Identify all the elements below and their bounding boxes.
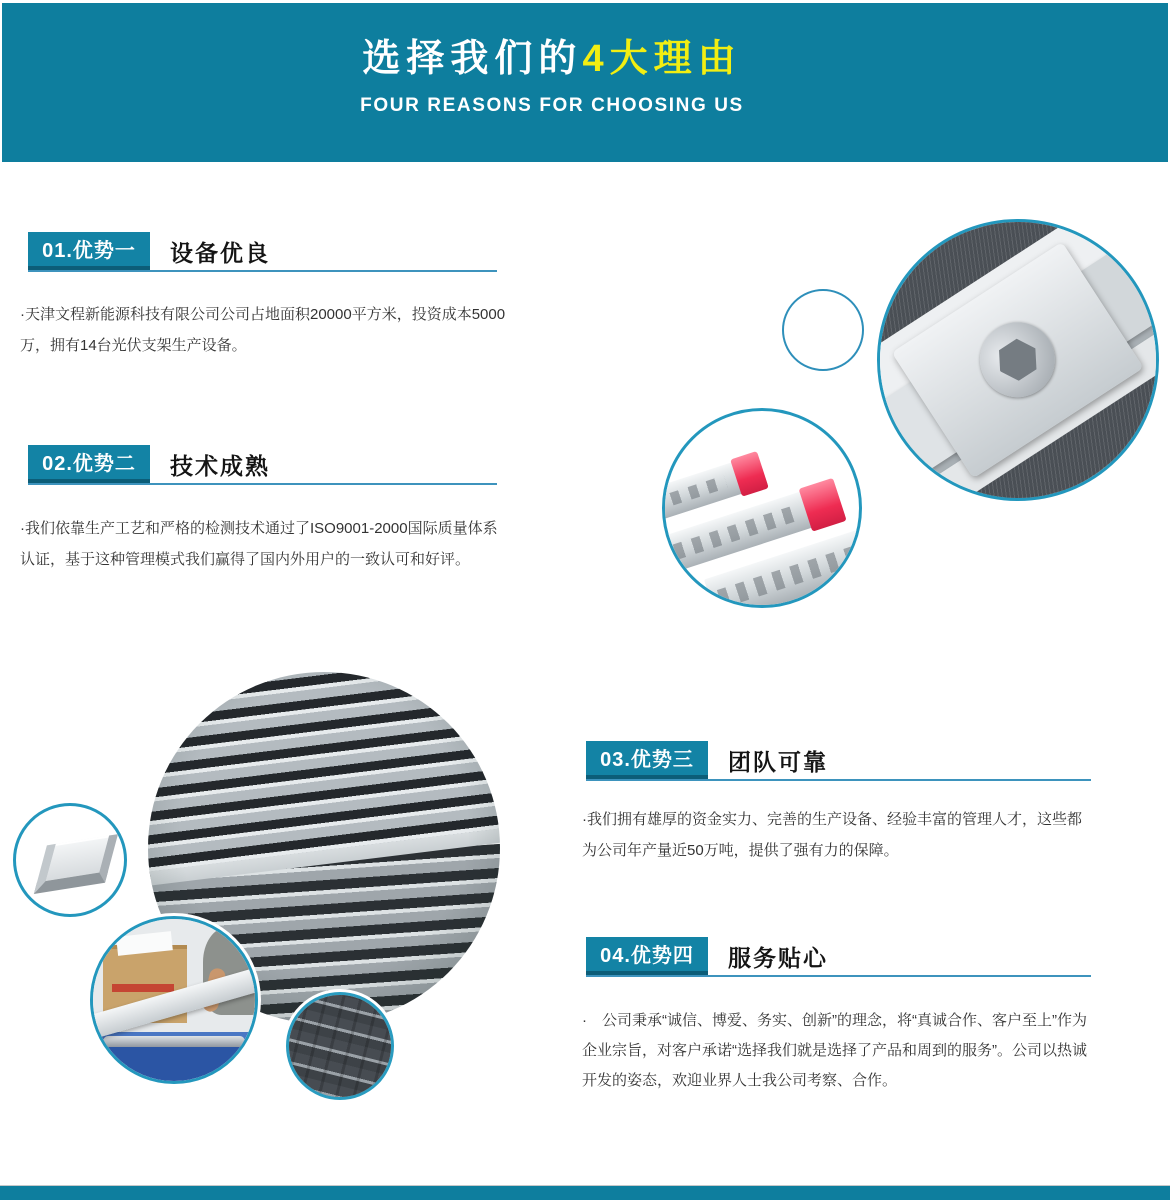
advantage-2-body: ·我们依靠生产工艺和严格的检测技术通过了ISO9001-2000国际质量体系认证，基于这种管理模式我们赢得了国内外用户的一致认可和好评。 [20, 520, 498, 568]
header-banner-inner [2, 3, 1102, 162]
advantage-2-title: 技术成熟 [170, 453, 270, 479]
advantage-1-body: ·天津文程新能源科技有限公司公司占地面积20000平方米，投资成本5000万，拥有14台光伏支架生产设备。 [20, 306, 506, 354]
advantage-3-title: 团队可靠 [728, 749, 828, 775]
red-end-cap [799, 477, 847, 531]
hex-socket [989, 331, 1047, 389]
advantage-1-badge: 01.优势一 [28, 232, 150, 270]
page-subtitle: FOUR REASONS FOR CHOOSING US [360, 95, 744, 116]
page-title-main: 选择我们的 [362, 38, 583, 80]
photo-rotated-layers [662, 408, 862, 608]
u-channel-photo-circle [13, 803, 127, 917]
advantage-4-header [586, 937, 1091, 977]
footer-band [0, 1185, 1170, 1200]
machine-label [112, 984, 174, 992]
header-banner [2, 3, 1168, 162]
advantage-3-header [586, 741, 1091, 781]
bar-slots [673, 507, 794, 559]
advantage-3-body: ·我们拥有雄厚的资金实力、完善的生产设备、经验丰富的管理人才，这些都为公司年产量近50万吨，提供了强有力的保障。 [582, 811, 1082, 859]
page-title-highlight: 4大理由 [582, 38, 742, 80]
advantage-4-body: · 公司秉承“诚信、博爱、务实、创新”的理念，将“真诚合作、客户至上”作为企业宗旨，对客户承诺“选择我们就是选择了产品和周到的服务”。公司以热诚开发的姿态，欢迎业界人士我公司考察、合作。 [582, 1012, 1087, 1089]
advantage-2-header [28, 445, 497, 485]
advantage-4-title: 服务贴心 [728, 945, 828, 971]
solar-clamp-photo-circle [877, 219, 1159, 501]
u-channel-profile [34, 834, 118, 893]
stacked-plates-photo-circle [286, 992, 394, 1100]
bending-machine-photo-circle [90, 916, 258, 1084]
advantage-4-badge: 04.优势四 [586, 937, 708, 975]
advantage-1-title: 设备优良 [170, 240, 270, 266]
advantage-1-header [28, 232, 497, 272]
red-capped-channels-photo-circle [662, 408, 862, 608]
photo-layer [286, 992, 394, 1100]
decorative-empty-circle [782, 289, 864, 371]
bar-slots [662, 475, 728, 517]
page-title [2, 36, 1102, 82]
advantage-3-badge: 03.优势三 [586, 741, 708, 779]
bar-slots [717, 545, 862, 608]
advantage-2-badge: 02.优势二 [28, 445, 150, 483]
red-end-cap [731, 451, 769, 496]
machine-roller [103, 1036, 246, 1047]
photo-rotated-layers [877, 219, 1159, 501]
